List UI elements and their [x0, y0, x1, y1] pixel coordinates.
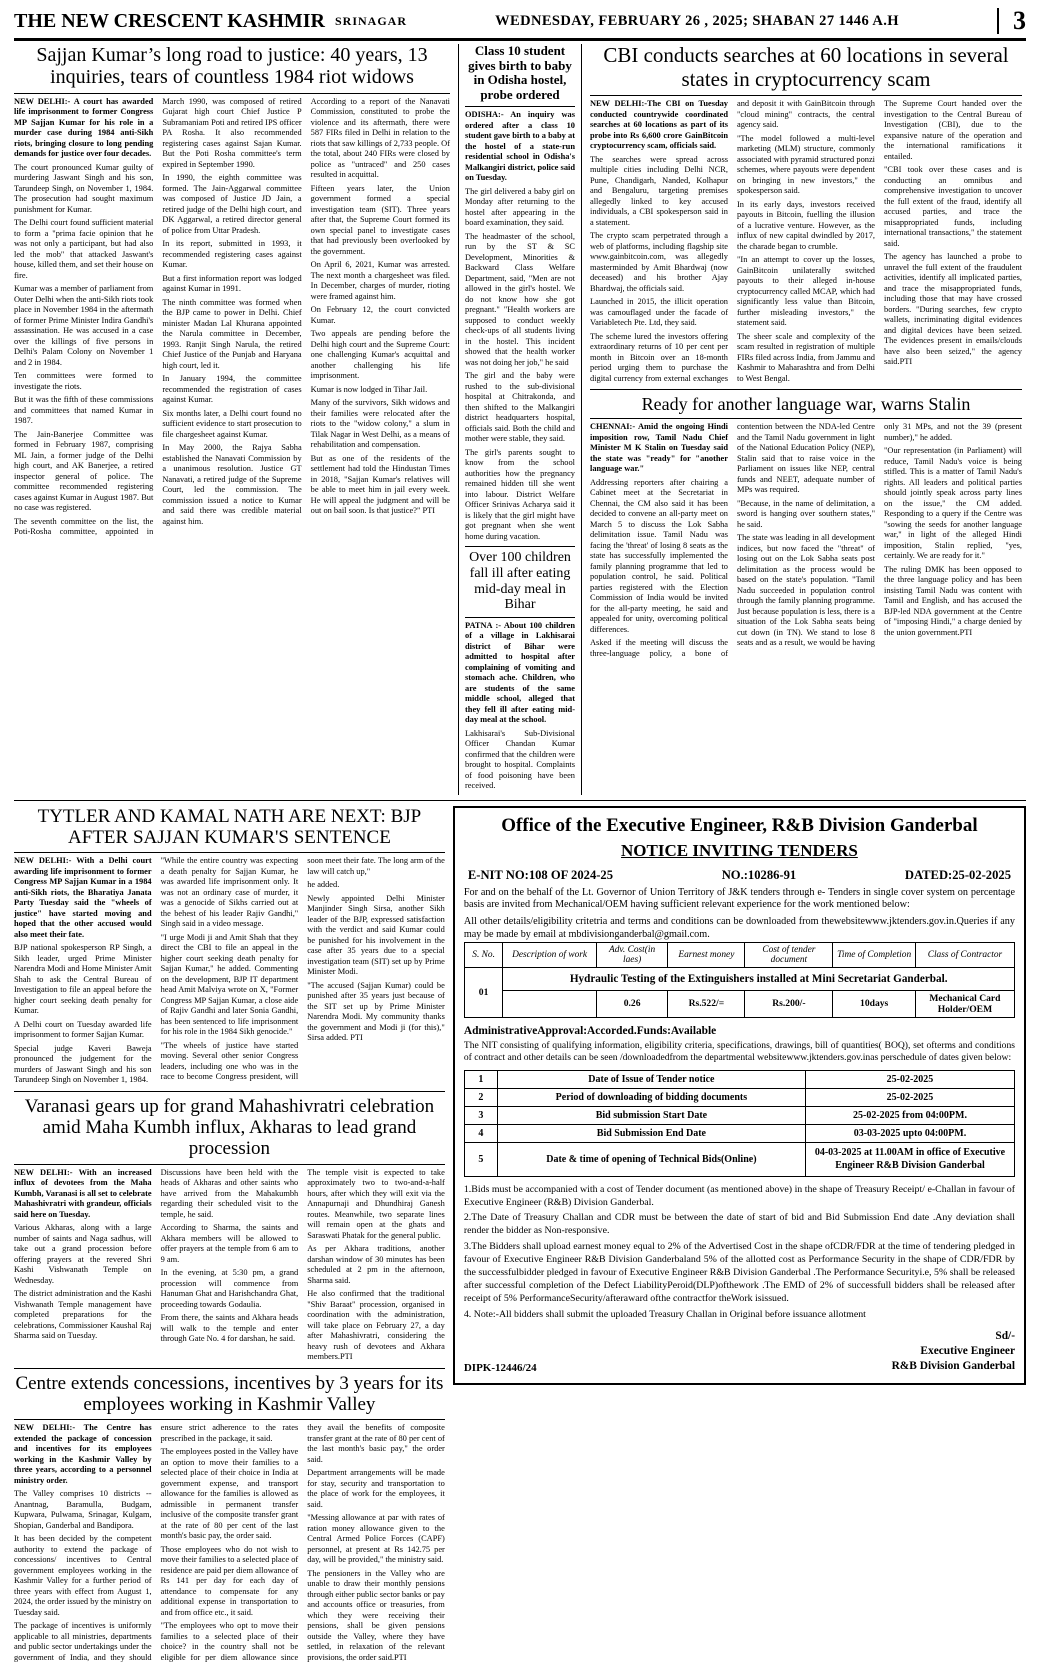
article-varanasi-body [14, 1168, 445, 1363]
headline-centre: Centre extends concessions, incentives by 3 years for its employees working in Kashmir Valley [15, 1372, 444, 1415]
paragraph: According to a report of the Nanavati Commission, constituted to probe the violence and its aftermath, there were 587 FIRs filed in Delhi in relation to the riots that saw killings of 2,733 people. Of the total, about 240 FIRs were closed by police as "untraced" and 250 cases resulted in acquittal. [310, 96, 450, 180]
schedule-sno: 5 [464, 1142, 497, 1176]
tender-box [453, 806, 1026, 1385]
paragraph: Special judge Kaveri Baweja pronounced the judgement for the murders of Jaswant Singh and his son Tarundeep Singh on November 1, 1984. [14, 1043, 152, 1085]
tender-approval: AdministrativeApproval:Accorded.Funds:Available [463, 1024, 717, 1037]
paragraph: From there, the saints and Akhara heads will walk to the temple and enter through Gate No. 4 for darshan, he said. [160, 1313, 299, 1344]
th-earnest-money: Earnest money [668, 942, 745, 967]
article-sajjan-kumar [14, 44, 450, 795]
paragraph: The temple visit is expected to take approximately two to two-and-a-half hours, after which they will exit via the Annapurnaji and Dhundhiraj Ganesh routes. Meanwhile, two separate lines will remain open at the ghats and Saraswati Phatak for the general public. [307, 1167, 445, 1240]
tender-website-line: All other details/eligibility critetria and terms and conditions can be downloaded from thewebsitewww.jktenders.gov.in.Queries if any may be made by email at mbdivisionganderbal@gmail.com. [463, 916, 1015, 940]
schedule-value: 25-02-2025 [805, 1088, 1014, 1106]
paragraph: In its early days, investors received payouts in Bitcoin, fuelling the illusion of a lucrative venture. However, as the influx of new capital dwindled by 2017, the charade began to crumble. [737, 199, 875, 251]
lower-section [14, 806, 1026, 1664]
paragraph: "The employees who opt to move their families to a selected place of their choice? in the country shall not be eligible for per diem allowance since they avail the benefits of composite transfer grant at the rate of 80 per cent of the last month's basic pay," the order said. [160, 1423, 445, 1662]
paragraph: The employees posted in the Valley have an option to move their families to a selected place of their choice in India at government expense, and transport allowance for the families is allowed as admissible in permanent transfer inclusive of the composite transfer grant at the rate of 80 per cent of the last month's basic pay, the order said. [160, 1447, 299, 1541]
headline-tytler: TYTLER AND KAMAL NATH ARE NEXT: BJP AFTER SAJJAN KUMAR'S SENTENCE [37, 805, 422, 849]
paragraph: In the evening, at 5:30 pm, a grand procession will commence from Hanuman Ghat and Harishchandra Ghat, proceeding towards Godaulia. [160, 1268, 299, 1309]
tender-enit-line [464, 868, 1015, 883]
paragraph: A Delhi court on Tuesday awarded life imprisonment to former Sajjan Kumar. [14, 1019, 152, 1040]
table-row [464, 1142, 1014, 1176]
paragraph: NEW DELHI:- A court has awarded life imprisonment to former Congress MP Sajjan Kumar for his role in a murder case during 1984 anti-Sikh riots, bringing closure to long pending demands for justice over four decades. [14, 96, 154, 159]
article-centre [14, 1373, 445, 1665]
paragraph: BJP national spokesperson RP Singh, a Sikh leader, urged Prime Minister Narendra Modi and Home Minister Amit Shah to ask the Central Bureau of Investigation to file an appeal before the higher court seeking death penalty for Kumar. [14, 943, 152, 1016]
tender-note: 3.The Bidders shall upload earnest money equal to 2% of the Advertised Cost in the shape ofCDR/FDR at the time of tendering pledged in favour of Executive Engineer R&B Division Ganderbaland 5% of the allotted cost as Performance Security in the shape of CDR/FDR by the successfulbidder pledged in favour of Executive Engineer R&B Division Ganderbal .The Performance Securityi.e, 5% shall be released after successful completion of the Defect LiabilityPeroid(DLP)ofthework .The EMD of 2% of successfull bidders shall be released after receipt of 5% PerformanceSecurity/afteraward ofthe contractfor theWork isissued. [463, 1241, 1015, 1304]
paragraph: The scheme lured the investors offering extraordinary returns of 10 per cent per month in Bitcoin over an 18-month period urging them to purchase the digital currency from external exchanges and deposit it with GainBitcoin through "cloud mining" contracts, the central agency said. [590, 99, 875, 383]
schedule-sno: 1 [464, 1070, 497, 1088]
tender-notes [464, 1184, 1015, 1322]
paragraph: The Delhi court found sufficient material to form a "prima facie opinion that he was not only a participant, but had also led the mob" that attacked Jaswant's house, killed them, and set their house on fire. [14, 218, 154, 280]
paragraph: Two appeals are pending before the Delhi high court and the Supreme Court: one challenging Kumar's acquittal and another challenging his life imprisonment. [310, 329, 450, 381]
schedule-value: 04-03-2025 at 11.00AM in office of Executive Engineer R&B Division Ganderbal [805, 1142, 1014, 1176]
tender-signature-block [464, 1329, 1015, 1373]
tender-enit-no: E-NIT NO:108 OF 2024-25 [467, 867, 614, 882]
paragraph: The Valley comprises 10 districts -- Anantnag, Baramulla, Budgam, Kupwara, Pulwama, Srinagar, Kulgam, Shopian, Ganderbal and Bandipora. [14, 1489, 152, 1530]
th-adv-cost: Adv. Cost(in laes) [596, 942, 668, 967]
paragraph: But as one of the residents of the settlement had told the Hindustan Times in 2018, "Sajjan Kumar's relatives will be able to meet him in jail every week. He will appeal the judgment and will be out on bail soon. Is that justice?" PTI [310, 453, 450, 516]
paragraph: But a first information report was lodged against Kumar in 1991. [162, 273, 302, 294]
schedule-label: Date & time of opening of Technical Bids(Online) [497, 1142, 805, 1176]
article-odisha-body [465, 110, 575, 542]
paragraph: Asked if the meeting will discuss the three-language policy, a bone of contention between the NDA-led Centre and the Tamil Nadu government in light of the National Education Policy (NEP), Stalin said that to raise voice in the Parliament on issues like NEP, central funds and NEET, adequate number of MPs was required. [590, 422, 875, 658]
paragraph: "The wheels of justice have started moving. Several other senior Congress leaders, including one who was in the race to become Congress president, will soon meet their fate. The long arm of the law will catch up," [160, 856, 445, 1082]
headline-odisha: Class 10 student gives birth to baby in Odisha hostel, probe ordered [468, 43, 572, 102]
headline-varanasi: Varanasi gears up for grand Mahashivratri celebration amid Maha Kumbh influx, Akharas to lead grand procession [24, 1095, 435, 1160]
paragraph: "I urge Modi ji and Amit Shah that they direct the CBI to file an appeal in the higher court seeking death penalty for Sajjan Kumar," he added. Commenting on the development, BJP IT department head Amit Malviya wrote on X, "Former Congress MP Sajjan Kumar, a close aide of Rajiv Gandhi and later Sonia Gandhi, has been sentenced to life imprisonment for his role in the 1984 Sikh genocide." [160, 932, 299, 1037]
paragraph: In January 1994, the committee recommended the registration of cases against Kumar. [162, 374, 302, 405]
th-sno: S. No. [464, 942, 503, 967]
masthead-city: SRINAGAR [335, 13, 408, 28]
paragraph: The court pronounced Kumar guilty of murdering Jaswant Singh and his son, Tarundeep Singh, on November 1, 1984. The prosecution had sought maximum punishment for Kumar. [14, 162, 154, 214]
schedule-label: Period of downloading of bidding documents [497, 1088, 805, 1106]
paragraph: Various Akharas, along with a large number of saints and Naga sadhus, will take out a grand procession before offering prayers at the revered Shri Kashi Vishwanath Temple on Wednesday. [14, 1223, 152, 1285]
td-sno: 01 [464, 967, 503, 1017]
paragraph: Ten committees were formed to investigate the riots. [14, 371, 154, 391]
paragraph: The agency has launched a probe to unravel the full extent of the fraudulent activities, identify all implicated parties, and trace the misappropriated funds, including those that may have crossed borders. "During searches, few crypto wallets, incriminating digital evidences and digital devices have been seized. The evidences present in emails/clouds have also been seized," the agency said.PTI [884, 252, 1022, 367]
schedule-sno: 2 [464, 1088, 497, 1106]
paragraph: The seventh committee on the list, the Poti-Rosha committee, appointed in March 1990, was composed of retired Gujarat high court Chief Justice P Subramaniam Poti and retired IPS officer PA Rosha. It also recommended registering cases against Sajan Kumar. But the Poti Rosha committee's term expired in September 1990. [14, 96, 302, 537]
schedule-label: Bid Submission End Date [497, 1124, 805, 1142]
table-row [464, 1106, 1014, 1124]
paragraph: NEW DELHI:- With a Delhi court awarding life imprisonment to former Congress MP Sajjan Kumar in a 1984 anti-Sikh riots, the Bharatiya Janata Party Tuesday said the "wheels of justice" have started moving and hoped that the other accused would also meet their fate. [14, 856, 152, 939]
paragraph: The package of incentives is uniformly applicable to all ministries, departments and public sector undertakings under the government of India, and they should ensure strict adherence to the rates prescribed in the package, it said. [14, 1423, 299, 1662]
paragraph: The state was leading in all development indices, but now faced the "threat" of losing out on the Lok Sabha seats post delimitation as the process would be based on the state's population. "Tamil Nadu succeeded in population control through the family planning programme. Just because population is less, there is a situation of the Lok Sabha seats being cut down (in TN). We stand to lose 8 seats and as a result, we would be having only 31 MPs, and not the 39 (present number)," he added. [737, 422, 1022, 648]
schedule-sno: 4 [464, 1124, 497, 1142]
paragraph: PATNA :- About 100 children of a village in Lakhisarai district of Bihar were admitted to hospital after complaining of vomiting and stomach ache. Children, who are students of the same middle school, alleged that they fell ill after eating mid-day meal at the school. [465, 620, 575, 725]
paragraph: The sheer scale and complexity of the scam resulted in registration of multiple FIRs filed across India, from Jammu and Kashmir to Maharashtra and from Delhi to West Bengal. [737, 331, 875, 383]
table-row [464, 1070, 1014, 1088]
tender-works-table [464, 942, 1015, 1018]
paragraph: The girl's parents sought to know from the school authorities how the pregnancy remained hidden till she went into labour. District Welfare Officer Srinivas Acharya said it is likely that the girl might have got pregnant when she went home during vacation. [465, 447, 575, 541]
tender-note: 4. Note:-All bidders shall submit the uploaded Treasury Challan in Original before issuance allotment [463, 1308, 866, 1320]
paragraph: The ruling DMK has been opposed to the three language policy and has been insisting Tamil Nadu was content with Tamil and English, and has accused the BJP-led NDA government at the Centre of "imposing Hindi," a charge denied by the union government.PTI [884, 564, 1022, 637]
paragraph: On April 6, 2021, Kumar was arrested. The next month a chargesheet was filed. In December, charges of murder, rioting were framed against him. [310, 260, 450, 301]
schedule-value: 03-03-2025 upto 04:00PM. [805, 1124, 1014, 1142]
paragraph: CHENNAI:- Amid the ongoing Hindi imposition row, Tamil Nadu Chief Minister M K Stalin on Tuesday said the state was "ready" for "another language war." [590, 422, 728, 474]
paragraph: As per Akhara traditions, another darshan window of 30 minutes has been scheduled at 2 pm in the afternoon, Sharma said. [307, 1244, 445, 1285]
paragraph: Kumar was a member of parliament from Outer Delhi when the anti-Sikh riots took place in November 1984 in the aftermath of former Prime Minister Indira Gandhi's assassination. He was accused in a case over the killings of five persons in Delhi's Palam Colony on November 1 and 2 in 1984. [14, 284, 154, 367]
td-work-title: Hydraulic Testing of the Extinguishers installed at Mini Secretariat Ganderbal. [503, 967, 1015, 990]
paragraph: The girl delivered a baby girl on Monday after returning to the hostel after appearing in the board examination, they said. [465, 186, 575, 228]
th-cost-of-tender: Cost of tender document [745, 942, 833, 967]
table-row [464, 1088, 1014, 1106]
article-sajjan-body [14, 97, 450, 538]
paragraph: Discussions have been held with the heads of Akharas and other saints who have arrived from the Mahakumbh regarding their scheduled visit to the temple, he said. [160, 1167, 299, 1219]
paragraph: "The model followed a multi-level marketing (MLM) structure, commonly associated with pyramid structured ponzi schemes, where payouts were dependent on bringing in new investors," the spokesperson said. [737, 133, 875, 196]
article-bihar-body [465, 621, 575, 792]
paragraph: he added. [307, 880, 340, 890]
paragraph: NEW DELHI:- The Centre has extended the package of concession and incentives for its employees working in the Kashmir Valley by three years, according to a personnel ministry order. [14, 1423, 152, 1485]
th-class: Class of Contractor [915, 942, 1014, 967]
paragraph: Lakhisarai's Sub-Divisional Officer Chandan Kumar confirmed that the children were brought to hospital. Complaints of food poisoning have been received. [465, 728, 575, 791]
tender-note: 2.The Date of Treasury Challan and CDR must be between the date of start of bid and Bid Submission End date .Any deviation shall render the bidder as Non-responsive. [463, 1212, 1015, 1237]
tender-note: 1.Bids must be accompanied with a cost of Tender document (as mentioned above) in the shape of Treasury Receipt/ e-Challan in favour of Executive Engineer (R&B) Division Ganderbal. [463, 1183, 1015, 1208]
tender-notice-title: NOTICE INVITING TENDERS [621, 840, 858, 860]
paragraph: He also confirmed that the traditional "Shiv Baraat" procession, organised in coordination with the administration, will take place on February 27, a day after Mahashivratri, considering the heavy rush of devotees and Akhara members.PTI [307, 1289, 445, 1362]
th-description: Description of work [503, 942, 597, 967]
paragraph: But it was the fifth of these commissions and committees that named Kumar in 1987. [14, 395, 154, 426]
tender-no: NO.:10286-91 [721, 867, 797, 882]
page-number: 3 [997, 8, 1026, 34]
paragraph: Addressing reporters after chairing a Cabinet meet at the Secretariat in Chennai, the CM also said it has been decided to convene an all-party meet on March 5 to discuss the Lok Sabha delimitation issue. Tamil Nadu was facing the 'threat' of losing 8 seats as the state has successfully implemented the family planning programme that led to population control, he said. Political parties registered with the Election Commission of India would be invited for the all-party meeting, he said and appealed for unity, overcoming political differences. [590, 477, 728, 634]
paragraph: NEW DELHI:-The CBI on Tuesday conducted countrywide coordinated searches at 60 locations as part of its probe into Rs 6,600 crore GainBitcoin cryptocurrency scam, officials said. [590, 99, 728, 151]
article-tytler [14, 806, 445, 1086]
masthead [14, 8, 1026, 41]
signature-sd: Sd/- [995, 1330, 1015, 1343]
article-cbi-body [590, 99, 1022, 384]
article-centre-body [14, 1423, 445, 1664]
table-header-row [464, 942, 1014, 967]
article-cbi [590, 44, 1022, 795]
masthead-date: WEDNESDAY, FEBRUARY 26 , 2025; SHABAN 27 1446 A.H [495, 12, 899, 29]
signature [892, 1329, 1015, 1373]
article-tytler-body [14, 856, 445, 1086]
signature-designation: Executive Engineer [920, 1345, 1015, 1358]
headline-cbi: CBI conducts searches at 60 locations in several states in cryptocurrency scam [603, 43, 1009, 91]
paragraph: In its report, submitted in 1993, it recommended registering cases against Kumar. [162, 239, 302, 270]
tender-nit-note: The NIT consisting of qualifying information, eligibility criteria, specifications, drawings, bill of quantities( BOQ), set ofterms and conditions of contract and other details can be seen /downloadedfrom the departmental websitewww.jktenders.gov.inas perschedule of dates given below: [463, 1039, 1015, 1063]
paragraph: NEW DELHI:- With an increased influx of devotees from the Maha Kumbh, Varanasi is all set to celebrate Mahashivratri with grandeur, officials said here on Tuesday. [14, 1167, 152, 1219]
tender-office-title: Office of the Executive Engineer, R&B Division Ganderbal [501, 814, 978, 836]
headline-bihar: Over 100 children fall ill after eating mid-day meal in Bihar [469, 550, 571, 613]
paragraph: "CBI took over these cases and is conducting an omnibus and comprehensive investigation to uncover the full extent of the fraud, identify all accused parties, and trace the misappropriated funds, including international transactions," the statement said. [884, 165, 1022, 248]
tender-advertisement [453, 806, 1026, 1664]
paragraph: "While the entire country was expecting a death penalty for Sajjan Kumar, he was awarded life imprisonment only. It was not an ordinary case of murder, it was a genocide of Sikhs carried out at the behest of his leader Rajiv Gandhi," Singh said in a video message. [160, 856, 299, 929]
paragraph: "Our representation (in Parliament) will reduce, Tamil Nadu's voice is being stifled. This is a matter of Tamil Nadu's rights. All leaders and political parties should jointly speak across party lines on the issue," the CM added. Responding to a query if the Centre was "sowing the seeds for another language war," in light of the alleged Hindi imposition, Stalin replied, "yes, certainly. We are ready for it." [884, 446, 1022, 561]
headline-stalin: Ready for another language war, warns Stalin [641, 394, 971, 415]
schedule-label: Date of Issue of Tender notice [497, 1070, 805, 1088]
paragraph: The crypto scam perpetrated through a web of platforms, including flagship site www.gainbitcoin.com, was allegedly masterminded by Amit Bhardwaj (now deceased) and his brother Ajay Bhardwaj, the officials said. [590, 231, 728, 293]
td-cost-of-tender: Rs.200/- [745, 990, 833, 1017]
headline-sajjan: Sajjan Kumar’s long road to justice: 40 years, 13 inquiries, tears of countless 1984 riot widows [36, 44, 428, 89]
article-odisha [458, 44, 582, 795]
paragraph: The girl and the baby were rushed to the sub-divisional hospital at Chitrakonda, and then shifted to the Malkangiri district headquarters hospital, officials said. Both the child and mother were stable, they said. [465, 371, 575, 444]
table-row [464, 990, 1014, 1017]
paragraph: Newly appointed Delhi Minister Manjinder Singh Sirsa, another Sikh leader of the BJP, expressed satisfaction with the verdict and said Kumar could be punished for his involvement in the case after 35 years due to a special investigation team (SIT) set up by Prime Minister Modi. [307, 893, 445, 977]
schedule-value: 25-02-2025 from 04:00PM. [805, 1106, 1014, 1124]
paragraph: Kumar is now lodged in Tihar Jail. [310, 384, 428, 394]
tender-schedule-table [464, 1070, 1015, 1177]
td-class: Mechanical Card Holder/OEM [915, 990, 1014, 1017]
dipk-number: DIPK-12446/24 [463, 1361, 537, 1374]
paragraph: In May 2000, the Rajya Sabha established the Nanavati Commission by a unanimous resolution. Justice GT Nanavati, a retired judge of the Supreme Court, led the commission. The commission issued a notice to Kumar and said there was credible material against him. [162, 443, 302, 526]
paragraph: Launched in 2015, the illicit operation was camouflaged under the facade of Variabletech Pte. Ltd, they said. [590, 297, 728, 328]
td-time: 10days [833, 990, 916, 1017]
table-row [464, 967, 1014, 990]
paragraph: The district administration and the Kashi Vishwanath Temple management have completed preparations for the celebrations, Commissioner Kaushal Raj Sharma said on Tuesday. [14, 1289, 152, 1341]
signature-division: R&B Division Ganderbal [891, 1360, 1015, 1373]
article-stalin-body [590, 422, 1022, 659]
schedule-sno: 3 [464, 1106, 497, 1124]
paragraph: "The accused (Sajjan Kumar) could be punished after 35 years just because of the SIT set up by Prime Minister Narendra Modi. My community thanks the government and Modi ji (for this)," Sirsa added. PTI [307, 980, 445, 1043]
paragraph: The searches were spread across multiple cities including Delhi NCR, Pune, Chandigarh, Nanded, Kolhapur and Bengaluru, targeting premises allegedly linked to key accused individuals, a CBI spokesperson said in a statement. [590, 154, 728, 227]
td-description-blank [503, 990, 597, 1017]
paragraph: "In an attempt to cover up the losses, GainBitcoin unilaterally switched payouts to their alleged in-house cryptocurrency called MCAP, which had significantly less value than Bitcoin, further misleading investors," the statement said. [737, 255, 875, 328]
paragraph: "Messing allowance at par with rates of ration money allowance given to the Central Armed Police Forces (CAPF) personnel, at present at Rs 142.75 per day, will be provided," the ministry said. [307, 1513, 445, 1565]
tender-intro: For and on the behalf of the Lt. Governor of Union Territory of J&K tenders through e- Tenders in single cover system on percentage basis are invited from Mechanical/OEM having sufficient relevant experience for the work mentioned below: [463, 886, 1015, 911]
paragraph: ODISHA:- An inquiry was ordered after a class 10 student gave birth to a baby at the hostel of a state-run residential school in Odisha's Malkangiri district, police said on Tuesday. [465, 110, 575, 183]
lower-left-column [14, 806, 445, 1664]
paragraph: The Jain-Banerjee Committee was formed in February 1987, comprising ML Jain, a former judge of the Delhi high court, and AK Banerjee, a retired inspector general of police. The committee recommended registering cases against Kumar in August 1987. But no case was registered. [14, 429, 154, 513]
paragraph: In 1990, the eighth committee was formed. The Jain-Aggarwal committee was composed of Justice JD Jain, a retired judge of the Delhi high court, and DK Aggarwal, a retired director general of police from Uttar Pradesh. [162, 173, 302, 235]
paragraph: According to Sharma, the saints and Akhara members will be allowed to offer prayers at the temple from 6 am to 9 am. [160, 1223, 299, 1264]
paragraph: Fifteen years later, the Union government formed a special investigation team (SIT). Three years after that, the Supreme Court formed its own special panel to investigate cases that had previously been overlooked by the government. [310, 183, 450, 256]
paragraph: Many of the survivors, Sikh widows and their families were relocated after the riots to the "widow colony," a slum in Tilak Nagar in West Delhi, as a means of rehabilitation and compensation. [310, 398, 450, 450]
th-time: Time of Completion [833, 942, 916, 967]
top-section [14, 44, 1026, 795]
article-varanasi [14, 1096, 445, 1363]
paragraph: Department arrangements will be made for stay, security and transportation to the place of work for the employees, it said. [307, 1468, 445, 1509]
paragraph: It has been decided by the competent authority to extend the package of concessions/ incentives to Central government employees working in the Kashmir Valley for a further period of three years with effect from August 1, 2024, the order issued by the ministry on Tuesday said. [14, 1534, 152, 1617]
td-earnest-money: Rs.522/= [668, 990, 745, 1017]
paragraph: The pensioners in the Valley who are unable to draw their monthly pensions through either public sector banks or pay and accounts office or treasuries, from which they were receiving their pensions, shall be given pensions outside the Valley, where they have settled, in relaxation of the relevant provisions, the order said.PTI [307, 1568, 445, 1662]
schedule-label: Bid submission Start Date [497, 1106, 805, 1124]
td-adv-cost: 0.26 [596, 990, 668, 1017]
newspaper-title: THE NEW CRESCENT KASHMIR [14, 9, 325, 32]
paragraph: "Because, in the name of delimitation, a sword is hanging over southern states," he said. [737, 498, 875, 529]
schedule-value: 25-02-2025 [805, 1070, 1014, 1088]
paragraph: Six months later, a Delhi court found no sufficient evidence to start prosecution to file chargesheet against Kumar. [162, 408, 302, 439]
paragraph: On February 12, the court convicted Kumar. [310, 305, 450, 325]
table-row [464, 1124, 1014, 1142]
paragraph: The ninth committee was formed when the BJP came to power in Delhi. Chief minister Madan Lal Khurana appointed the Narula committee in December, 1993. Ranjit Singh Narula, the retired Chief Justice of the Punjab and Haryana high court, led it. [162, 297, 302, 370]
paragraph: The Supreme Court handed over the investigation to the Central Bureau of Investigation (CBI), due to the expansive nature of the operation and the international ramifications it entailed. [884, 99, 1022, 161]
paragraph: Those employees who do not wish to move their families to a selected place of residence are paid per diem allowance of Rs 141 per day for each day of attendance to compensate for any additional expense in transportation to and from office etc., it said. [160, 1544, 299, 1617]
paragraph: The headmaster of the school, run by the ST & SC Development, Minorities & Backward Class Welfare Department, said, "Men are not allowed in the girl's hostel. We do not know how she got pregnant." "Health workers are supposed to conduct weekly check-ups of all students living in the hostel. This incident showed that the health worker was not doing her job," he said [465, 231, 575, 367]
tender-dated: DATED:25-02-2025 [904, 867, 1011, 882]
